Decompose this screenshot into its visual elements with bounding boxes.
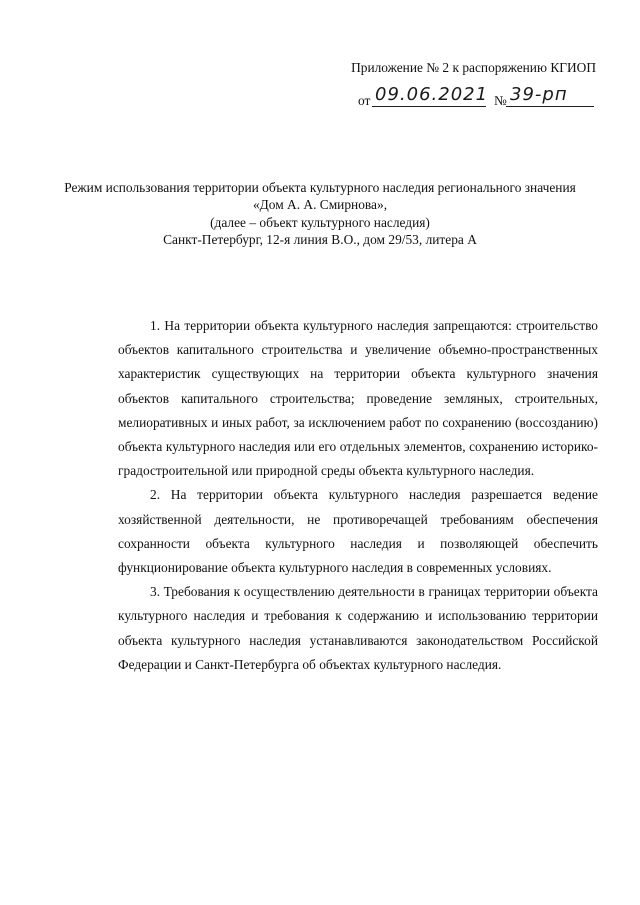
number-sign: № bbox=[494, 93, 507, 108]
order-date-handwritten: 09.06.2021 bbox=[375, 84, 489, 105]
order-number-handwritten: 39-рп bbox=[510, 84, 568, 105]
document-title bbox=[60, 179, 580, 249]
title-line-4: Санкт-Петербург, 12-я линия В.О., дом 29/53, литера А bbox=[163, 232, 477, 248]
document-body bbox=[118, 314, 598, 677]
title-line-2: «Дом А. А. Смирнова», bbox=[252, 197, 388, 213]
paragraph-2: 2. На территории объекта культурного наследия разрешается ведение хозяйственной деятельности, не противоречащей требованиям обеспечения сохранности объекта культурного наследия и позволяющей обеспечить функционирование объекта культурного наследия в современных условиях. bbox=[118, 487, 598, 576]
title-line-1: Режим использования территории объекта культурного наследия регионального значения bbox=[64, 180, 576, 195]
title-line-3: (далее – объект культурного наследия) bbox=[210, 214, 430, 230]
annex-reference: Приложение № 2 к распоряжению КГИОП bbox=[351, 60, 596, 75]
paragraph-3: 3. Требования к осуществлению деятельности в границах территории объекта культурного наследия и требования к содержанию и использованию территории объекта культурного наследия устанавливаются законодательством Российской Федерации и Санкт-Петербурга об объектах культурного наследия. bbox=[118, 584, 598, 672]
date-underline bbox=[372, 106, 486, 107]
date-prefix: от bbox=[358, 93, 371, 108]
paragraph-1: 1. На территории объекта культурного наследия запрещаются: строительство объектов капитального строительства и увеличение объемно-пространственных характеристик существующих на территории объекта культурного значения объектов капитального строительства; проведение земляных, строительных, мелиоративных и иных работ, за исключением работ по сохранению (воссозданию) объекта культурного наследия или его отдельных элементов, сохранению историко-градостроительной или природной среды объекта культурного наследия. bbox=[118, 318, 598, 479]
number-underline bbox=[506, 106, 594, 107]
